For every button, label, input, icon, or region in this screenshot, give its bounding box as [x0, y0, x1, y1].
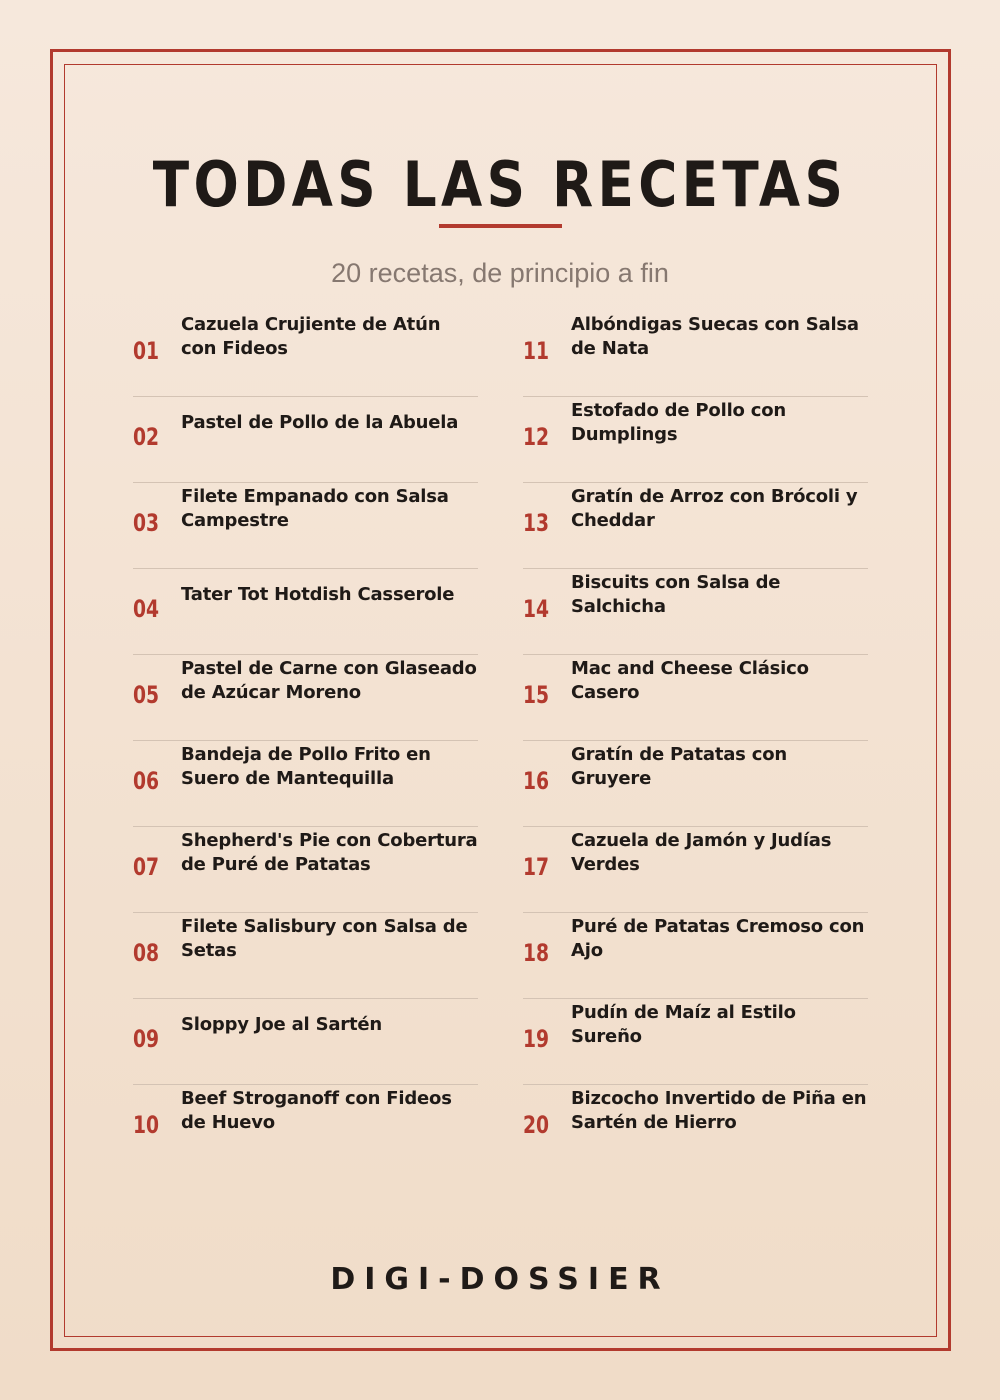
recipe-item[interactable]: [133, 913, 478, 999]
recipe-item[interactable]: [523, 827, 868, 913]
recipe-item[interactable]: [523, 999, 868, 1085]
recipe-item[interactable]: [133, 483, 478, 569]
recipe-name: Cazuela Crujiente de Atún con Fideos: [181, 314, 441, 359]
recipe-item[interactable]: [523, 1085, 868, 1171]
recipe-number: 01: [133, 337, 160, 365]
recipe-name: Pastel de Pollo de la Abuela: [181, 412, 459, 433]
recipe-name: Cazuela de Jamón y Judías Verdes: [571, 830, 832, 875]
recipe-item[interactable]: [523, 569, 868, 655]
recipe-item[interactable]: [523, 741, 868, 827]
recipe-number: 16: [523, 767, 550, 795]
recipe-name: Pudín de Maíz al Estilo Sureño: [571, 1002, 796, 1047]
recipe-number: 04: [133, 595, 160, 623]
recipe-item[interactable]: [133, 397, 478, 483]
recipe-item[interactable]: [133, 569, 478, 655]
recipe-number: 20: [523, 1111, 550, 1139]
brand-wordmark: DIGI-DOSSIER: [330, 1262, 670, 1297]
recipe-number: 02: [133, 423, 160, 451]
page-subtitle: 20 recetas, de principio a fin: [331, 258, 669, 288]
recipe-item[interactable]: [133, 741, 478, 827]
recipe-name: Pastel de Carne con Glaseado de Azúcar Moreno: [181, 658, 477, 703]
recipe-number: 08: [133, 939, 160, 967]
recipe-number: 06: [133, 767, 160, 795]
recipe-name: Sloppy Joe al Sartén: [181, 1014, 383, 1035]
title-underline: [439, 224, 562, 228]
recipe-number: 18: [523, 939, 550, 967]
recipe-name: Gratín de Patatas con Gruyere: [571, 744, 788, 789]
recipe-number: 19: [523, 1025, 550, 1053]
recipe-list-right: [523, 311, 868, 1171]
recipe-name: Puré de Patatas Cremoso con Ajo: [571, 916, 865, 961]
recipe-number: 09: [133, 1025, 160, 1053]
recipe-name: Biscuits con Salsa de Salchicha: [571, 572, 781, 617]
recipe-item[interactable]: [133, 1085, 478, 1171]
recipe-item[interactable]: [523, 311, 868, 397]
recipe-item[interactable]: [523, 483, 868, 569]
recipe-name: Gratín de Arroz con Brócoli y Cheddar: [571, 486, 858, 531]
recipe-number: 14: [523, 595, 550, 623]
recipe-item[interactable]: [133, 999, 478, 1085]
recipe-number: 12: [523, 423, 550, 451]
recipe-name: Tater Tot Hotdish Casserole: [181, 584, 455, 605]
recipe-name: Filete Empanado con Salsa Campestre: [181, 486, 449, 531]
page-title: TODAS LAS RECETAS: [152, 148, 848, 221]
recipe-name: Albóndigas Suecas con Salsa de Nata: [571, 314, 859, 359]
recipe-name: Bizcocho Invertido de Piña en Sartén de Hierro: [571, 1088, 867, 1133]
recipe-number: 15: [523, 681, 550, 709]
recipe-number: 07: [133, 853, 160, 881]
recipe-number: 11: [523, 337, 550, 365]
recipe-item[interactable]: [133, 311, 478, 397]
recipe-name: Mac and Cheese Clásico Casero: [571, 658, 809, 703]
recipe-name: Bandeja de Pollo Frito en Suero de Mantequilla: [181, 744, 431, 789]
recipe-number: 03: [133, 509, 160, 537]
recipe-list-left: [133, 311, 478, 1171]
recipe-name: Beef Stroganoff con Fideos de Huevo: [181, 1088, 452, 1133]
recipe-item[interactable]: [523, 655, 868, 741]
recipe-name: Shepherd's Pie con Cobertura de Puré de Patatas: [181, 830, 478, 875]
recipe-number: 17: [523, 853, 550, 881]
recipe-item[interactable]: [133, 827, 478, 913]
recipe-item[interactable]: [523, 913, 868, 999]
recipe-item[interactable]: [133, 655, 478, 741]
recipe-number: 13: [523, 509, 550, 537]
recipe-number: 10: [133, 1111, 160, 1139]
recipe-item[interactable]: [523, 397, 868, 483]
recipe-name: Estofado de Pollo con Dumplings: [571, 400, 787, 445]
recipe-number: 05: [133, 681, 160, 709]
recipe-name: Filete Salisbury con Salsa de Setas: [181, 916, 468, 961]
